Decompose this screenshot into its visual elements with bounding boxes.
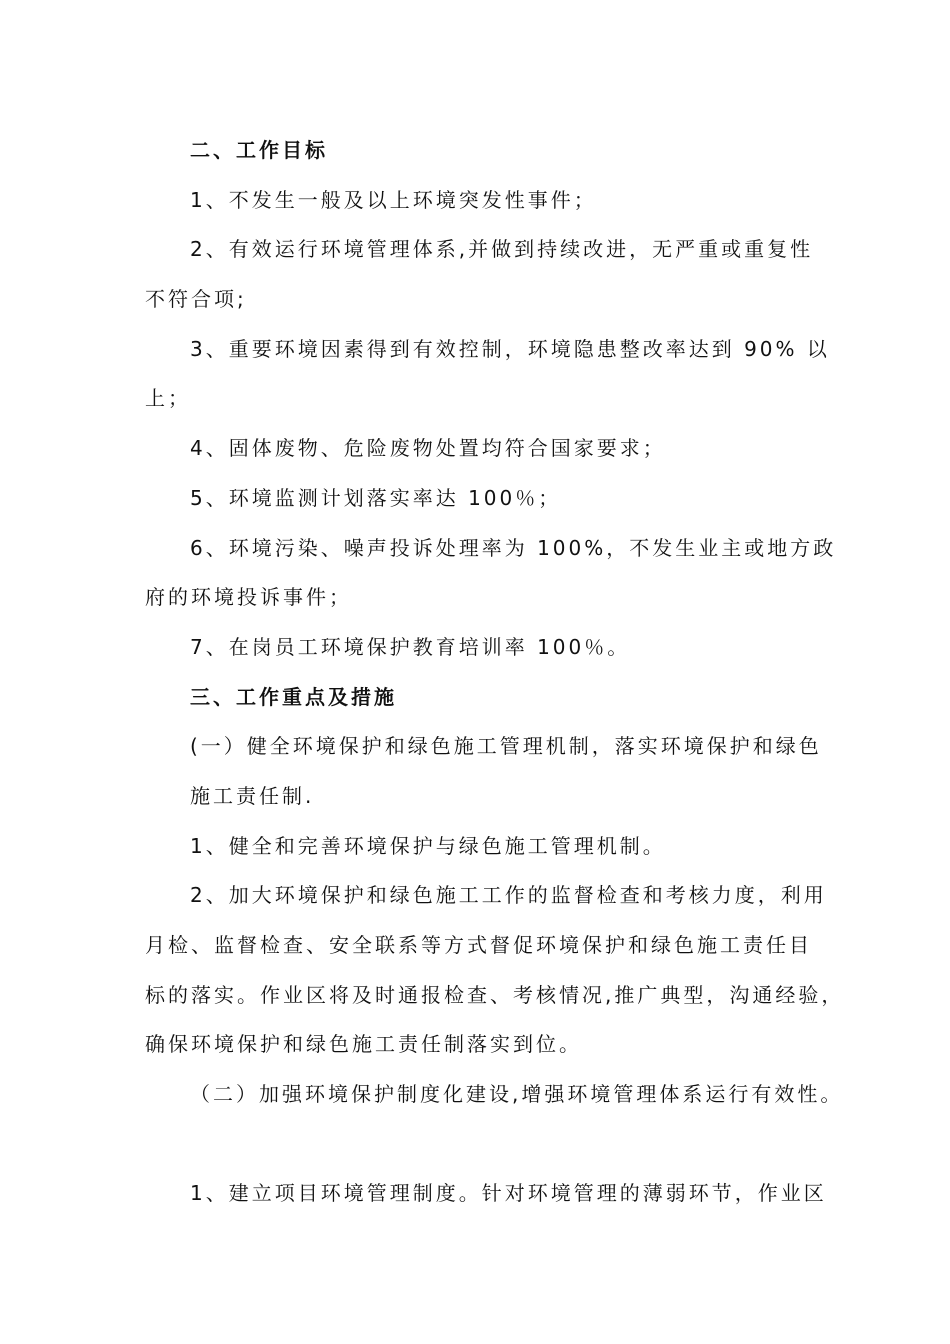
section-heading-key-measures: 三、工作重点及措施	[190, 685, 397, 709]
goal-item-6: 6、环境污染、噪声投诉处理率为 100%，不发生业主或地方政	[190, 536, 837, 560]
measure-item-2: 2、加大环境保护和绿色施工工作的监督检查和考核力度，利用	[190, 883, 827, 907]
measure-item-2-cont-1: 月检、监督检查、安全联系等方式督促环境保护和绿色施工责任目	[145, 933, 812, 957]
measure-sub-1: (一）健全环境保护和绿色施工管理机制，落实环境保护和绿色	[190, 734, 822, 758]
goal-item-3: 3、重要环境因素得到有效控制，环境隐患整改率达到 90% 以	[190, 337, 830, 361]
goal-item-4: 4、固体废物、危险废物处置均符合国家要求；	[190, 436, 666, 460]
goal-item-2-cont: 不符合项;	[145, 287, 247, 311]
goal-item-5: 5、环境监测计划落实率达 100％；	[190, 486, 562, 510]
goal-item-2: 2、有效运行环境管理体系,并做到持续改进，无严重或重复性	[190, 237, 814, 261]
measure-sub-1-cont: 施工责任制.	[190, 784, 315, 808]
measure-sub-2: （二）加强环境保护制度化建设,增强环境管理体系运行有效性。	[190, 1082, 844, 1106]
goal-item-7: 7、在岗员工环境保护教育培训率 100％。	[190, 635, 631, 659]
measure-item-1: 1、健全和完善环境保护与绿色施工管理机制。	[190, 834, 666, 858]
section-heading-work-goals: 二、工作目标	[190, 138, 328, 162]
goal-item-1: 1、不发生一般及以上环境突发性事件；	[190, 188, 597, 212]
measure-item-2-cont-3: 确保环境保护和绿色施工责任制落实到位。	[145, 1032, 582, 1056]
goal-item-3-cont: 上；	[145, 386, 191, 410]
goal-item-6-cont: 府的环境投诉事件；	[145, 585, 352, 609]
measure-sub-2-item-1: 1、建立项目环境管理制度。针对环境管理的薄弱环节，作业区	[190, 1181, 827, 1205]
measure-item-2-cont-2: 标的落实。作业区将及时通报检查、考核情况,推广典型，沟通经验，	[145, 983, 845, 1007]
